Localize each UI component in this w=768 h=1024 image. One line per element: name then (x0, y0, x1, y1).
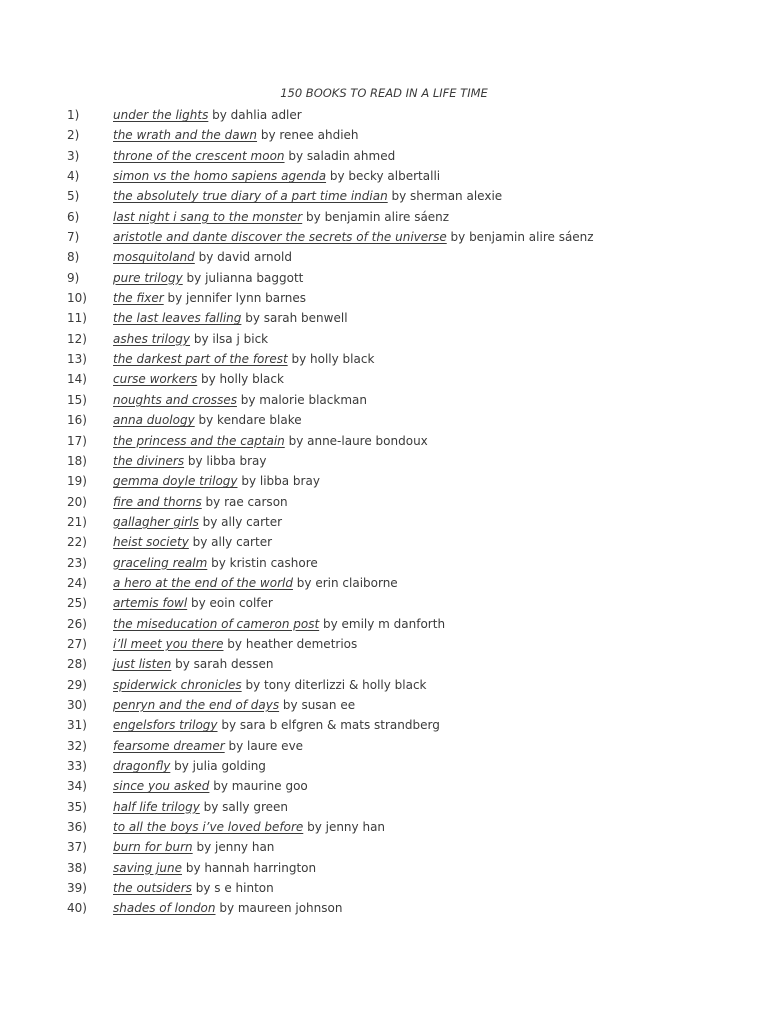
list-item-text (113, 329, 268, 349)
book-title: throne of the crescent moon (113, 148, 285, 163)
book-title: a hero at the end of the world (113, 575, 293, 590)
book-author: by benjamin alire sáenz (446, 230, 594, 245)
book-title: last night i sang to the monster (113, 209, 303, 224)
book-author: by sarah benwell (241, 311, 348, 326)
book-list (0, 105, 768, 919)
book-title: the miseducation of cameron post (113, 616, 320, 631)
list-item-text (113, 817, 385, 837)
book-title: the princess and the captain (113, 433, 285, 448)
list-item (0, 125, 768, 145)
book-author: by jenny han (303, 820, 386, 835)
book-author: by malorie blackman (236, 392, 367, 407)
list-item-text (113, 858, 316, 878)
list-item-number: 3) (67, 148, 80, 163)
list-item (0, 186, 768, 206)
list-item (0, 776, 768, 796)
list-item-number: 14) (67, 372, 87, 387)
book-title: heist society (113, 535, 189, 550)
list-item-text (113, 105, 302, 125)
list-item (0, 878, 768, 898)
list-item (0, 146, 768, 166)
list-item-text (113, 532, 272, 552)
list-item-text (113, 837, 274, 857)
list-item (0, 268, 768, 288)
list-item (0, 553, 768, 573)
book-title: penryn and the end of days (113, 697, 280, 712)
list-item-text (113, 268, 303, 288)
list-item-text (113, 451, 267, 471)
list-item (0, 410, 768, 430)
book-author: by maurine goo (209, 779, 308, 794)
list-item-text (113, 146, 395, 166)
list-item-text (113, 553, 318, 573)
book-title: gemma doyle trilogy (113, 474, 238, 489)
list-item-text (113, 634, 357, 654)
book-author: by erin claiborne (292, 575, 398, 590)
list-item-number: 10) (67, 291, 87, 306)
list-item (0, 288, 768, 308)
book-title: the diviners (113, 453, 185, 468)
list-item-text (113, 736, 303, 756)
list-item (0, 207, 768, 227)
book-title: shades of london (113, 901, 216, 916)
list-item-number: 38) (67, 860, 87, 875)
book-author: by libba bray (237, 474, 320, 489)
book-title: noughts and crosses (113, 392, 237, 407)
list-item-text (113, 654, 273, 674)
list-item-number: 9) (67, 270, 80, 285)
document-title: 150 BOOKS TO READ IN A LIFE TIME (280, 86, 488, 100)
list-item-number: 21) (67, 514, 87, 529)
book-title: spiderwick chronicles (113, 677, 242, 692)
book-title: fire and thorns (113, 494, 202, 509)
book-author: by libba bray (184, 453, 267, 468)
list-item-number: 34) (67, 779, 87, 794)
list-item-number: 17) (67, 433, 87, 448)
book-author: by sally green (199, 799, 288, 814)
book-title: the fixer (113, 291, 164, 306)
list-item-number: 26) (67, 616, 87, 631)
list-item (0, 308, 768, 328)
list-item-number: 6) (67, 209, 80, 224)
list-item-number: 1) (67, 108, 80, 122)
list-item-text (113, 695, 355, 715)
book-title: pure trilogy (113, 270, 183, 285)
book-author: by becky albertalli (326, 169, 441, 184)
list-item-text (113, 166, 440, 186)
book-title: the wrath and the dawn (113, 128, 258, 143)
list-item-text (113, 247, 292, 267)
list-item-number: 7) (67, 230, 80, 245)
list-item-number: 28) (67, 657, 87, 672)
list-item-number: 31) (67, 718, 87, 733)
book-title: under the lights (113, 108, 209, 122)
list-item (0, 634, 768, 654)
list-item-number: 25) (67, 596, 87, 611)
list-item (0, 349, 768, 369)
list-item (0, 817, 768, 837)
book-author: by jennifer lynn barnes (163, 291, 307, 306)
book-title: dragonfly (113, 759, 171, 773)
list-item-number: 39) (67, 881, 87, 896)
book-title: the last leaves falling (113, 311, 242, 326)
list-item-text (113, 593, 273, 613)
list-item-number: 32) (67, 738, 87, 753)
list-item-text (113, 308, 348, 328)
list-item-text (113, 878, 274, 898)
book-author: by tony diterlizzi & holly black (241, 677, 427, 692)
book-title: engelsfors trilogy (113, 718, 218, 733)
book-title: artemis fowl (113, 596, 188, 611)
book-author: by eoin colfer (187, 596, 273, 611)
list-item-text (113, 369, 284, 389)
list-item (0, 390, 768, 410)
list-item (0, 329, 768, 349)
book-author: by kristin cashore (207, 555, 318, 570)
list-item (0, 736, 768, 756)
list-item-number: 16) (67, 413, 87, 428)
book-author: by renee ahdieh (257, 128, 359, 143)
list-item-text (113, 186, 502, 206)
book-author: by ilsa j bick (190, 331, 269, 346)
list-item-number: 11) (67, 311, 87, 326)
list-item (0, 369, 768, 389)
book-title: ashes trilogy (113, 331, 191, 346)
list-item-text (113, 797, 288, 817)
list-item-number: 24) (67, 575, 87, 590)
book-title: the darkest part of the forest (113, 352, 288, 367)
list-item-number: 5) (67, 189, 80, 204)
list-item (0, 471, 768, 491)
book-author: by laure eve (224, 738, 304, 753)
list-item (0, 105, 768, 125)
book-author: by maureen johnson (215, 901, 343, 916)
list-item (0, 247, 768, 267)
book-title: to all the boys i’ve loved before (113, 820, 304, 835)
list-item (0, 675, 768, 695)
book-title: saving june (113, 860, 183, 875)
list-item-number: 12) (67, 331, 87, 346)
book-title: half life trilogy (113, 799, 200, 814)
book-author: by benjamin alire sáenz (302, 209, 450, 224)
list-item-number: 2) (67, 128, 80, 143)
list-item (0, 797, 768, 817)
list-item-text (113, 125, 359, 145)
list-item-text (113, 349, 374, 369)
book-title: graceling realm (113, 555, 208, 570)
book-author: by dahlia adler (208, 108, 302, 122)
list-item (0, 512, 768, 532)
list-item-number: 40) (67, 901, 87, 916)
list-item-text (113, 288, 306, 308)
list-item-text (113, 715, 440, 735)
list-item (0, 451, 768, 471)
book-author: by julia golding (170, 759, 266, 773)
book-author: by emily m danforth (319, 616, 446, 631)
list-item-text (113, 573, 398, 593)
list-item-number: 27) (67, 636, 87, 651)
book-author: by susan ee (279, 697, 356, 712)
list-item-number: 33) (67, 759, 87, 773)
list-item-number: 36) (67, 820, 87, 835)
list-item (0, 898, 768, 918)
book-title: gallagher girls (113, 514, 199, 529)
list-item-number: 13) (67, 352, 87, 367)
book-title: i’ll meet you there (113, 636, 224, 651)
list-item (0, 573, 768, 593)
book-author: by ally carter (198, 514, 283, 529)
list-item-number: 18) (67, 453, 87, 468)
list-item-text (113, 431, 428, 451)
list-item-number: 29) (67, 677, 87, 692)
list-item-text (113, 410, 302, 430)
list-item (0, 654, 768, 674)
list-item-text (113, 898, 342, 918)
book-author: by heather demetrios (223, 636, 358, 651)
book-author: by holly black (197, 372, 284, 387)
book-author: by kendare blake (194, 413, 302, 428)
book-author: by julianna baggott (182, 270, 304, 285)
list-item (0, 532, 768, 552)
list-item-number: 15) (67, 392, 87, 407)
book-author: by saladin ahmed (284, 148, 396, 163)
list-item (0, 593, 768, 613)
list-item-number: 37) (67, 840, 87, 855)
list-item-text (113, 776, 308, 796)
list-item (0, 614, 768, 634)
list-item-number: 20) (67, 494, 87, 509)
list-item-text (113, 675, 427, 695)
list-item-text (113, 614, 445, 634)
list-item-text (113, 756, 266, 776)
book-author: by sara b elfgren & mats strandberg (217, 718, 440, 733)
book-author: by holly black (287, 352, 375, 367)
book-title: aristotle and dante discover the secrets of the universe (113, 230, 447, 245)
list-item-number: 35) (67, 799, 87, 814)
list-item-text (113, 390, 367, 410)
list-item-number: 23) (67, 555, 87, 570)
list-item (0, 695, 768, 715)
book-title: fearsome dreamer (113, 738, 225, 753)
book-title: anna duology (113, 413, 195, 428)
list-item-text (113, 207, 449, 227)
list-item-number: 8) (67, 250, 80, 265)
book-title: since you asked (113, 779, 210, 794)
list-item (0, 858, 768, 878)
book-author: by sherman alexie (387, 189, 503, 204)
list-item-text (113, 492, 288, 512)
book-title: mosquitoland (113, 250, 195, 265)
book-title: curse workers (113, 372, 198, 387)
list-item (0, 492, 768, 512)
list-item-number: 22) (67, 535, 87, 550)
book-author: by rae carson (201, 494, 288, 509)
book-author: by hannah harrington (182, 860, 317, 875)
book-title: burn for burn (113, 840, 193, 855)
list-item-number: 4) (67, 169, 80, 184)
list-item-text (113, 471, 320, 491)
book-title: the outsiders (113, 881, 192, 896)
list-item-text (113, 227, 594, 247)
list-item (0, 166, 768, 186)
book-author: by david arnold (194, 250, 292, 265)
book-title: just listen (113, 657, 172, 672)
list-item-number: 19) (67, 474, 87, 489)
list-item (0, 715, 768, 735)
book-author: by ally carter (188, 535, 273, 550)
list-item (0, 756, 768, 776)
list-item (0, 431, 768, 451)
list-item-number: 30) (67, 697, 87, 712)
list-item-text (113, 512, 282, 532)
book-author: by jenny han (192, 840, 275, 855)
list-item (0, 227, 768, 247)
book-author: by anne-laure bondoux (284, 433, 428, 448)
book-author: by s e hinton (191, 881, 274, 896)
list-item (0, 837, 768, 857)
book-title: the absolutely true diary of a part time indian (113, 189, 388, 204)
book-title: simon vs the homo sapiens agenda (113, 169, 327, 184)
book-author: by sarah dessen (171, 657, 274, 672)
